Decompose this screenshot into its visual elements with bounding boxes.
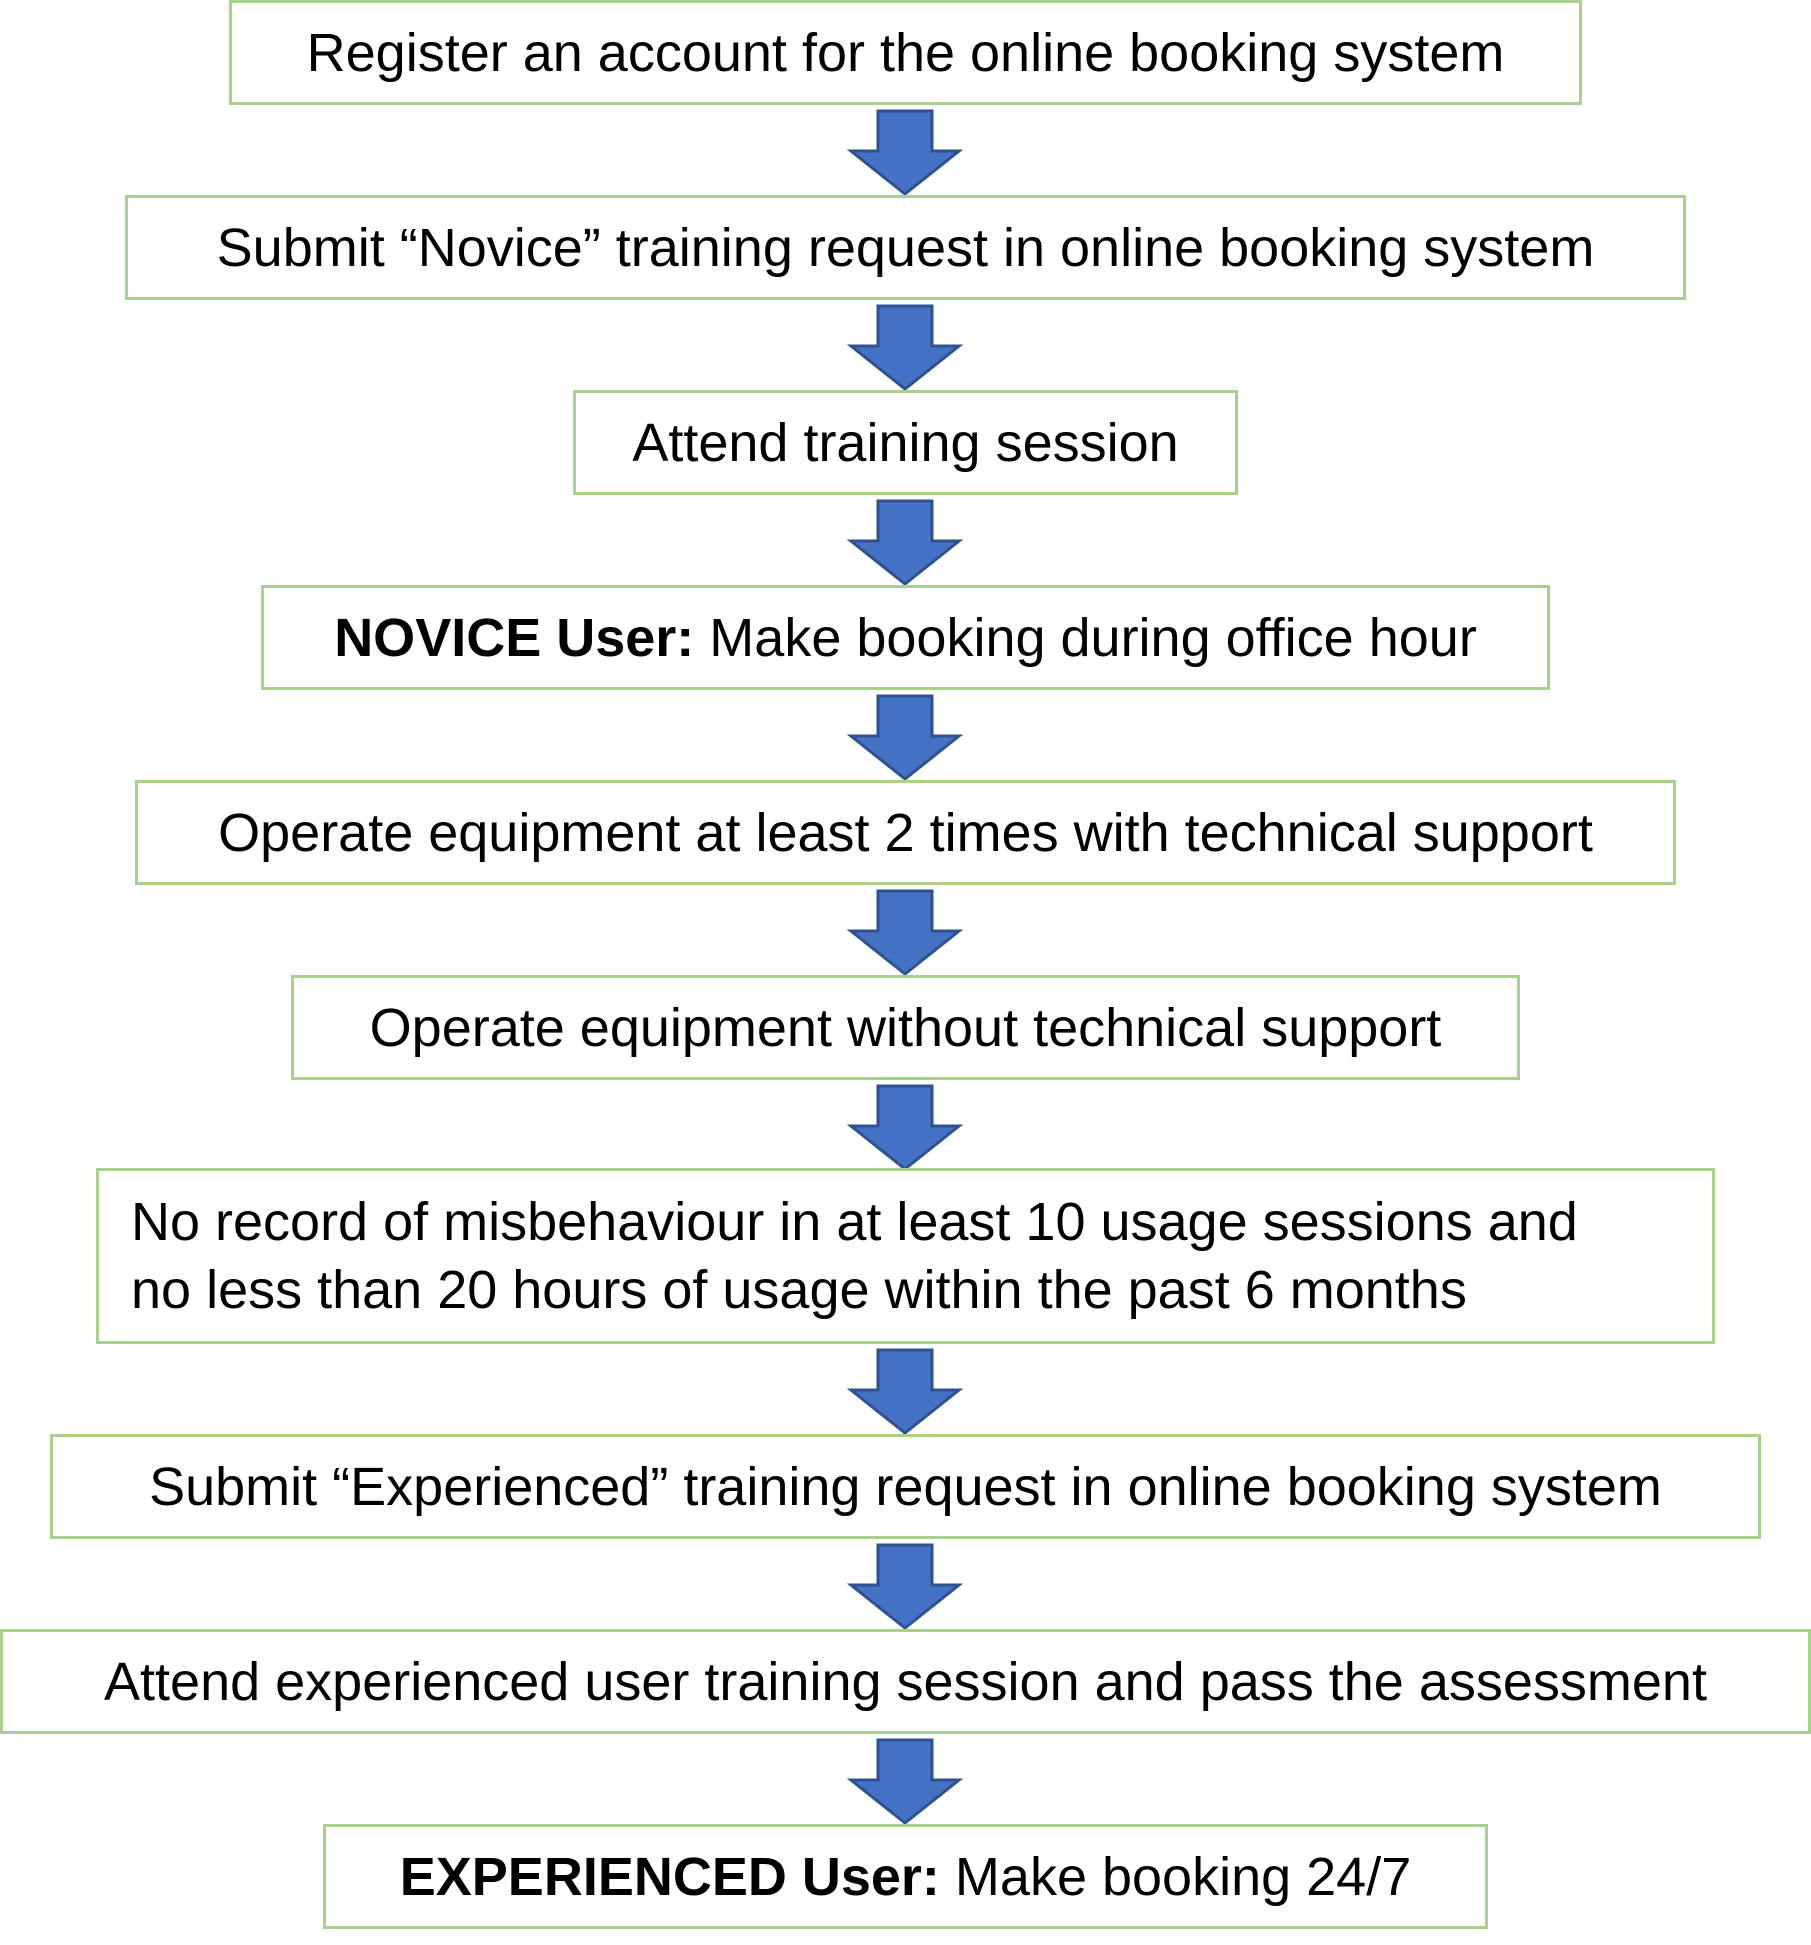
down-arrow-polygon (851, 501, 959, 584)
down-arrow-icon (847, 1348, 963, 1436)
down-arrow-shape (847, 109, 963, 197)
down-arrow-polygon (851, 1545, 959, 1628)
step-role: NOVICE User: (334, 607, 695, 668)
step-text: Submit “Novice” training request in online booking system (216, 217, 1595, 278)
down-arrow-polygon (851, 696, 959, 779)
step-role: EXPERIENCED User: (399, 1846, 940, 1907)
down-arrow-icon (847, 304, 963, 392)
down-arrow-polygon (851, 1086, 959, 1169)
down-arrow-shape (847, 304, 963, 392)
down-arrow-icon (847, 1738, 963, 1826)
step-operate-without-support (291, 975, 1520, 1080)
step-text (334, 604, 1477, 672)
down-arrow-polygon (851, 1350, 959, 1433)
down-arrow-shape (847, 1084, 963, 1172)
step-attend-training (573, 390, 1238, 495)
step-text: Operate equipment at least 2 times with technical support (218, 802, 1593, 863)
down-arrow-polygon (851, 306, 959, 389)
step-text: Submit “Experienced” training request in online booking system (149, 1456, 1662, 1517)
step-text (400, 1843, 1412, 1911)
step-submit-experienced-request (50, 1434, 1761, 1539)
down-arrow-shape (847, 1738, 963, 1826)
step-attend-experienced-training (0, 1629, 1811, 1734)
down-arrow-icon (847, 694, 963, 782)
down-arrow-icon (847, 889, 963, 977)
step-text-line: no less than 20 hours of usage within the past 6 months (131, 1260, 1467, 1320)
step-role-text: Make booking during office hour (694, 607, 1477, 668)
step-submit-novice-request (125, 195, 1686, 300)
down-arrow-icon (847, 1084, 963, 1172)
down-arrow-shape (847, 499, 963, 587)
step-text: Attend training session (632, 412, 1179, 473)
step-text: Attend experienced user training session and pass the assessment (104, 1651, 1707, 1712)
down-arrow-polygon (851, 891, 959, 974)
step-text: Operate equipment without technical support (369, 997, 1442, 1058)
down-arrow-shape (847, 1348, 963, 1436)
down-arrow-shape (847, 694, 963, 782)
step-novice-user (261, 585, 1550, 690)
step-text-line: No record of misbehaviour in at least 10 usage sessions and (131, 1192, 1578, 1252)
step-role-text: Make booking 24/7 (939, 1846, 1412, 1907)
step-experienced-user (323, 1824, 1488, 1929)
down-arrow-polygon (851, 111, 959, 194)
down-arrow-icon (847, 1543, 963, 1631)
step-register-account (229, 0, 1582, 105)
down-arrow-icon (847, 499, 963, 587)
step-text: Register an account for the online booking system (306, 22, 1505, 83)
down-arrow-shape (847, 889, 963, 977)
step-operate-with-support (135, 780, 1676, 885)
down-arrow-polygon (851, 1740, 959, 1823)
down-arrow-shape (847, 1543, 963, 1631)
step-no-misbehaviour-record (96, 1168, 1715, 1344)
down-arrow-icon (847, 109, 963, 197)
